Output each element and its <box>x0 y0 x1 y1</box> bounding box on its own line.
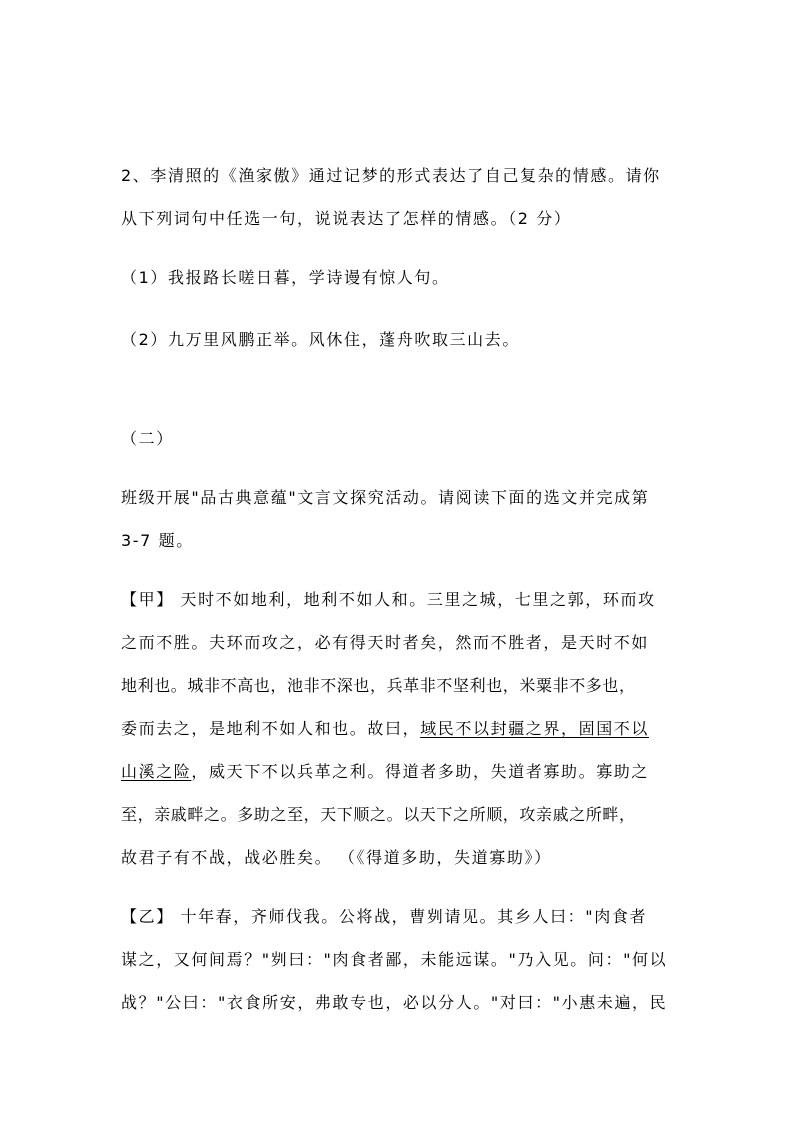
passage-yi-line2: 谋之，又何间焉？"刿曰："肉食者鄙，未能远谋。"乃入见。问："何以 <box>121 950 668 969</box>
passage-yi-line3: 战？"公曰："衣食所安，弗敢专也，必以分人。"对曰："小惠未遍，民 <box>121 993 668 1012</box>
section2-intro-line1: 班级开展"品古典意蕴"文言文探究活动。请阅读下面的选文并完成第 <box>121 488 650 507</box>
question2-line2: 从下列词句中任选一句，说说表达了怎样的情感。（2 分） <box>121 209 572 228</box>
passage-jia-line5-plain: ，威天下不以兵革之利。得道者多助，失道者寡助。寡助之 <box>191 762 650 781</box>
section2-heading: （二） <box>121 429 174 448</box>
question2-option2: （2）九万里风鹏正举。风休住，蓬舟吹取三山去。 <box>121 330 520 349</box>
passage-jia-line2: 之而不胜。夫环而攻之，必有得天时者矣，然而不胜者，是天时不如 <box>121 633 650 652</box>
passage-jia-line4 <box>121 719 649 739</box>
passage-jia-line5 <box>121 762 649 782</box>
passage-yi-line1: 【乙】 十年春，齐师伐我。公将战，曹刿请见。其乡人曰："肉食者 <box>121 907 648 926</box>
question2-line1: 2、李清照的《渔家傲》通过记梦的形式表达了自己复杂的情感。请你 <box>121 166 661 185</box>
underlined-phrase-part2: 山溪之险 <box>121 762 192 781</box>
question2-option1: （1）我报路长嗟日暮，学诗谩有惊人句。 <box>121 268 450 287</box>
passage-jia-line6: 至，亲戚畔之。多助之至，天下顺之。以天下之所顺，攻亲戚之所畔， <box>121 805 636 824</box>
passage-jia-line4-plain: 委而去之，是地利不如人和也。故曰， <box>121 719 421 738</box>
section2-intro-line2: 3-7 题。 <box>121 531 194 550</box>
passage-jia-line3: 地利也。城非不高也，池非不深也，兵革非不坚利也，米粟非不多也， <box>121 676 636 695</box>
passage-jia-line7: 故君子有不战，战必胜矣。 （《得道多助，失道寡助》） <box>121 848 552 867</box>
underlined-phrase-part1: 域民不以封疆之界，固国不以 <box>420 719 650 738</box>
passage-jia-line1: 【甲】 天时不如地利，地利不如人和。三里之城，七里之郭，环而攻 <box>121 590 656 609</box>
